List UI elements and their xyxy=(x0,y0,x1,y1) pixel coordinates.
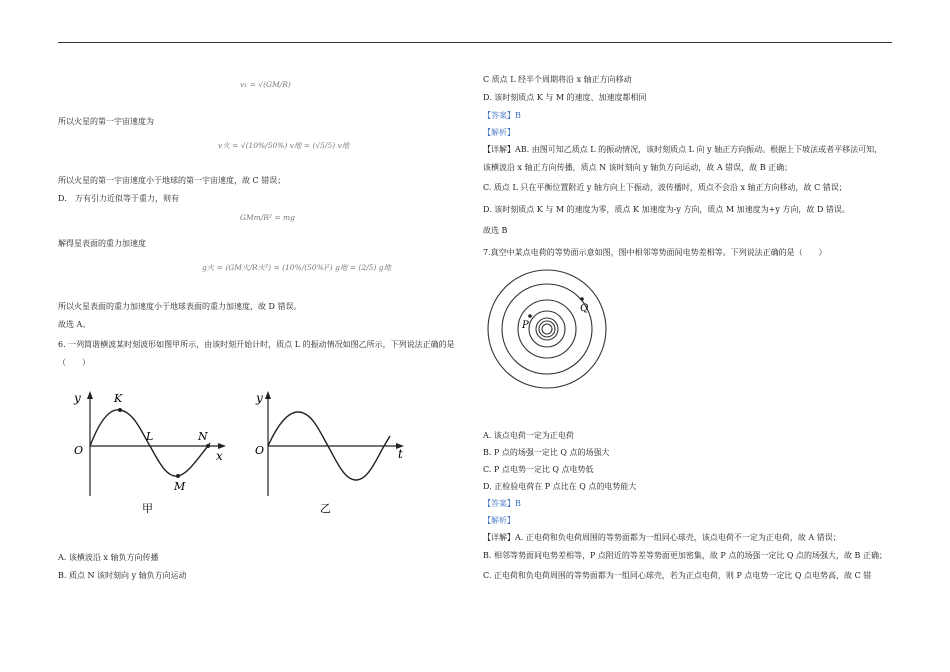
explanation-label: 【解析】 xyxy=(483,128,515,137)
header-rule xyxy=(58,42,892,43)
answer-label-7: 【答案】B xyxy=(483,499,521,508)
option-B-7: B. P 点的场强一定比 Q 点的场强大 xyxy=(483,448,610,457)
detail-line-7: C. 正电荷和负电荷周围的等势面都为一组同心球壳，若为正点电荷，则 P 点电势一定比 Q 点电势高，故 C 错 xyxy=(483,571,872,580)
point-M-label: M xyxy=(174,480,186,493)
option-A-7: A. 该点电荷一定为正电荷 xyxy=(483,431,574,440)
point-Q-label: Q xyxy=(580,303,589,314)
origin-label: O xyxy=(74,444,84,457)
axis-y-label: y xyxy=(256,391,263,405)
equipotential-figure xyxy=(482,268,614,392)
axis-t-label: t xyxy=(398,447,403,461)
detail-line: 【详解】AB. 由图可知乙质点 L 的振动情况，该时刻质点 L 向 y 轴正方向振动。根据上下坡法或者平移法可知， xyxy=(483,145,883,154)
option-B: B. 质点 N 该时刻向 y 轴负方向运动 xyxy=(58,571,187,580)
explanation-label-7: 【解析】 xyxy=(483,516,515,525)
detail-line: C. 质点 L 只在平衡位置附近 y 轴方向上下振动，波传播时，质点不会沿 x 轴正方向移动，故 C 错误； xyxy=(483,183,847,192)
question-6: 6. 一列简谐横波某时刻波形如图甲所示，由该时刻开始计时，质点 L 的振动情况如图乙所示，下列说法正确的是 xyxy=(58,340,455,349)
option-D: D. 该时刻质点 K 与 M 的速度、加速度都相同 xyxy=(483,93,647,102)
figure-caption-jia: 甲 xyxy=(142,502,153,515)
point-L-label: L xyxy=(146,430,154,443)
text-line: 所以火星的第一宇宙速度小于地球的第一宇宙速度，故 C 错误； xyxy=(58,176,286,185)
text-line: D． 万有引力近似等于重力，则有 xyxy=(58,194,179,203)
point-P-label: P xyxy=(522,320,529,331)
detail-line-7: B. 相邻等势面间电势差相等，P 点附近的等差等势面更加密集，故 P 点的场强一定比 Q 点的场强大，故 B 正确； xyxy=(483,551,887,560)
option-D-7: D. 正检验电荷在 P 点比在 Q 点的电势能大 xyxy=(483,482,637,491)
detail-line: D. 该时刻质点 K 与 M 的速度为零，质点 K 加速度为-y 方向，质点 M 加速度为+y 方向，故 D 错误。 xyxy=(483,205,850,214)
point-N-label: N xyxy=(198,430,208,443)
answer-label: 【答案】B xyxy=(483,111,521,120)
formula-g1: GMm/R² = mg xyxy=(240,213,295,222)
text-line: 所以火星表面的重力加速度小于地球表面的重力加速度，故 D 错误。 xyxy=(58,302,302,311)
text-line: 解得星表面的重力加速度 xyxy=(58,239,146,248)
formula-v2: v火 = √(10%/50%) v地 = (√5/5) v地 xyxy=(218,141,350,150)
point-K-label: K xyxy=(114,392,123,405)
detail-line: 该横波沿 x 轴正方向传播，质点 N 该时刻向 y 轴负方向运动，故 A 错误，故 B 正确； xyxy=(483,163,793,172)
text-line: 故选 A。 xyxy=(58,320,91,329)
axis-y-label: y xyxy=(74,391,81,405)
question-6-bracket: （ ） xyxy=(58,358,90,367)
text-line: 所以火星的第一宇宙速度为 xyxy=(58,117,154,126)
option-C-7: C. P 点电势一定比 Q 点电势低 xyxy=(483,465,594,474)
axis-x-label: x xyxy=(216,449,223,463)
question-7: 7.真空中某点电荷的等势面示意如图，图中相邻等势面间电势差相等。下列说法正确的是（ ） xyxy=(483,248,827,257)
figure-caption-yi: 乙 xyxy=(320,502,331,515)
origin-label: O xyxy=(255,444,265,457)
option-C: C 质点 L 经半个周期将沿 x 轴正方向移动 xyxy=(483,75,632,84)
detail-line-7: 【详解】A. 正电荷和负电荷周围的等势面都为一组同心球壳，该点电荷不一定为正电荷，故 A 错误； xyxy=(483,533,841,542)
wave-figure-jia xyxy=(70,388,230,518)
detail-line: 故选 B xyxy=(483,226,508,235)
formula-v1: v₁ = √(GM/R) xyxy=(240,80,291,89)
option-A: A. 该横波沿 x 轴负方向传播 xyxy=(58,553,159,562)
vibration-figure-yi xyxy=(252,388,412,518)
formula-g2: g火 = (GM火/R火²) = (10%/(50%)²) g地 = (2/5) g地 xyxy=(202,263,392,272)
